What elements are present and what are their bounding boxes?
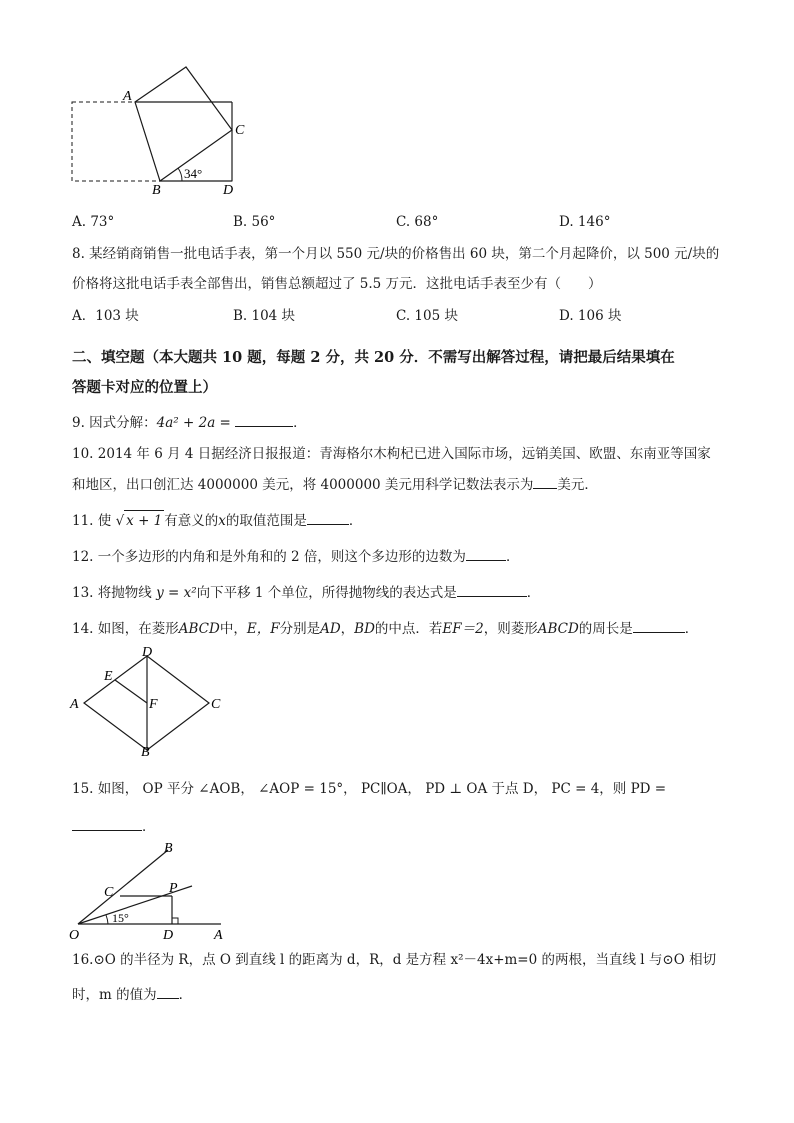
q15-end: ． (142, 819, 156, 835)
q12 (72, 546, 519, 567)
q13-c: ． (526, 585, 541, 601)
q8-line2: 价格将这批电话手表全部售出，销售总额超过了 5.5 万元．这批电话手表至少有（ ） (72, 276, 602, 292)
q14-text-a: 14. 如图，在菱形 (72, 621, 179, 637)
q14-text-c: 分别是 (279, 621, 321, 637)
q14-text-e: ，则菱形 (483, 621, 538, 637)
q14-figure (64, 644, 234, 762)
q11-a: 11. 使 (72, 513, 112, 529)
q7-option-c: C. 68° (396, 214, 439, 230)
q8-option-b: B. 104 块 (233, 308, 296, 324)
label-E: E (104, 669, 113, 684)
q14-text-f: 的周长是 (578, 621, 633, 637)
label-P: P (169, 881, 178, 896)
angle-label: 15° (112, 911, 129, 925)
q9-prefix: 9. 因式分解： (72, 415, 157, 431)
section2-heading-line1: 二、填空题（本大题共 10 题，每题 2 分，共 20 分．不需写出解答过程，请把最后结果填在 (72, 349, 675, 366)
q13-expr: y = x² (156, 585, 197, 601)
q15-answer-blank[interactable] (72, 816, 142, 831)
label-O: O (69, 928, 80, 943)
label-B: B (152, 183, 161, 198)
q9-expr: 4a² + 2a = (156, 415, 231, 431)
q16-end: ． (178, 987, 193, 1003)
label-F: F (149, 697, 158, 712)
q9 (72, 412, 307, 433)
q7-option-b: B. 56° (233, 214, 276, 230)
q11-radicand: x + 1 (124, 510, 164, 531)
q11-answer-blank[interactable] (307, 510, 349, 525)
q10-line2-b: 美元． (557, 477, 598, 493)
section2-heading-line2: 答题卡对应的位置上） (72, 379, 217, 396)
segment-ef (115, 680, 147, 703)
q7-option-a: A. 73° (72, 214, 115, 230)
angle-arc (178, 168, 182, 181)
q14-answer-blank[interactable] (633, 618, 685, 633)
label-D: D (163, 928, 174, 943)
q10-answer-blank[interactable] (533, 474, 557, 489)
label-D: D (223, 183, 234, 198)
q13-a: 13. 将抛物线 (72, 585, 152, 601)
q12-answer-blank[interactable] (466, 546, 506, 561)
q14-text-d: 的中点．若 (374, 621, 443, 637)
label-B: B (164, 841, 173, 856)
label-B: B (141, 745, 150, 760)
q14-ad: AD (320, 621, 341, 637)
q7-figure (60, 58, 260, 198)
q15-line2 (72, 816, 156, 837)
q14-bd: BD (354, 621, 375, 637)
q11-c: 的取值范围是 (225, 513, 307, 529)
q12-b: ． (505, 549, 520, 565)
q14-abcd: ABCD (178, 621, 220, 637)
q16-answer-blank[interactable] (157, 984, 179, 999)
q11-var: x (218, 513, 226, 529)
q9-suffix: ． (293, 415, 307, 431)
dashed-rectangle (72, 102, 232, 181)
q10-line1: 10. 2014 年 6 月 4 日据经济日报报道：青海格尔木枸杞已进入国际市场，远销美国、欧盟、东南亚等国家 (72, 446, 711, 462)
q13-answer-blank[interactable] (457, 582, 527, 597)
label-C: C (235, 123, 245, 138)
q13-b: 向下平移 1 个单位，所得抛物线的表达式是 (196, 585, 457, 601)
q14-ef: E，F (246, 621, 280, 637)
q16-line2 (72, 984, 192, 1005)
angle-label: 34° (184, 166, 203, 181)
q16-line1: 16.⊙O 的半径为 R，点 O 到直线 l 的距离为 d，R，d 是方程 x²－4x+m=0 的两根，当直线 l 与⊙O 相切 (72, 952, 717, 968)
q11 (72, 510, 362, 531)
angle-arc (106, 915, 108, 924)
q14-efeq: EF＝2 (442, 621, 484, 637)
q9-answer-blank[interactable] (235, 412, 293, 427)
q7-option-d: D. 146° (559, 214, 611, 230)
q14 (72, 618, 698, 639)
q14-abcd-2: ABCD (537, 621, 579, 637)
q8-option-c: C. 105 块 (396, 308, 458, 324)
label-A: A (70, 697, 79, 712)
label-A: A (214, 928, 223, 943)
q11-b: 有意义的 (164, 513, 219, 529)
q15-line1: 15. 如图， OP 平分 ∠AOB， ∠AOP = 15°， PC∥OA， PD ⊥ OA 于点 D， PC = 4，则 PD = (72, 781, 667, 797)
q8-line1: 8. 某经销商销售一批电话手表，第一个月以 550 元/块的价格售出 60 块，第二个月起降价，以 500 元/块的 (72, 246, 720, 262)
label-D: D (142, 645, 153, 660)
q10-line2-a: 和地区，出口创汇达 4000000 美元，将 4000000 美元用科学记数法表示为 (72, 477, 534, 493)
q14-end: ． (684, 621, 699, 637)
q14-text-b: 中， (219, 621, 247, 637)
q16-line2-text: 时，m 的值为 (72, 987, 157, 1003)
sqrt-sign: √ (115, 513, 125, 529)
label-C: C (211, 697, 221, 712)
q12-a: 12. 一个多边形的内角和是外角和的 2 倍，则这个多边形的边数为 (72, 549, 466, 565)
folded-square (135, 67, 232, 181)
q15-figure (66, 838, 236, 944)
q8-option-d: D. 106 块 (559, 308, 622, 324)
q8-option-a: A．103 块 (72, 308, 139, 324)
q10-line2 (72, 474, 598, 495)
label-C: C (104, 885, 114, 900)
q14-comma: ， (340, 621, 355, 637)
q13 (72, 582, 540, 603)
right-angle-mark (172, 918, 178, 924)
q11-d: ． (348, 513, 363, 529)
label-A: A (123, 89, 132, 104)
